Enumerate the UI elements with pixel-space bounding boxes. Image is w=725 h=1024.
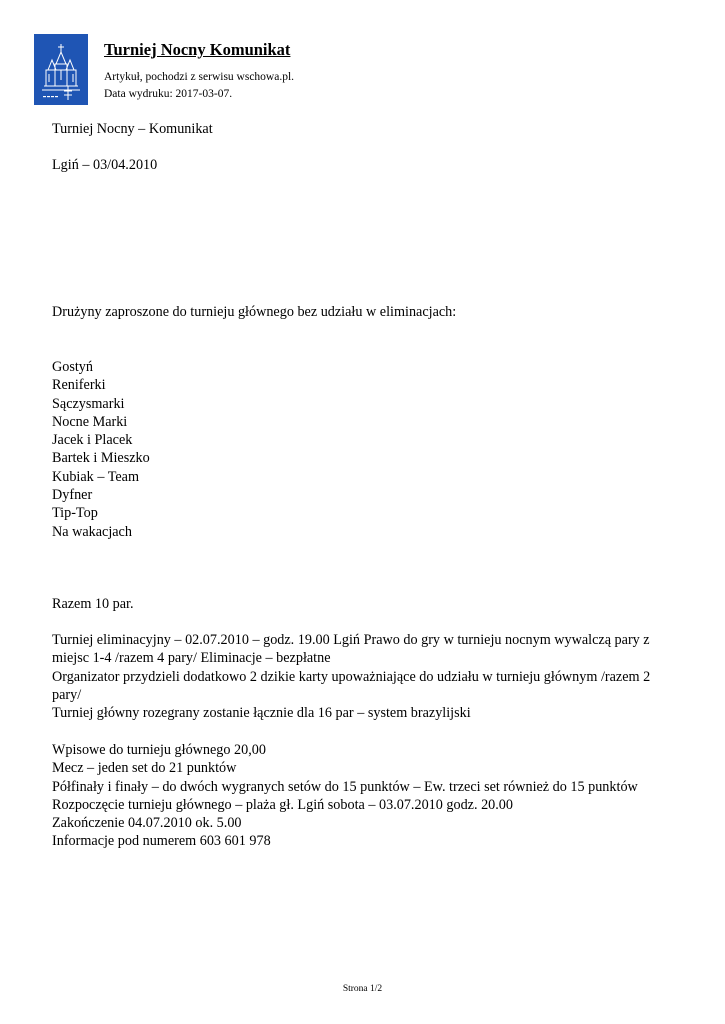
total-pairs: Razem 10 par. bbox=[52, 596, 134, 612]
list-item: Sączysmarki bbox=[52, 395, 125, 412]
list-item: Reniferki bbox=[52, 377, 106, 394]
list-item: Dyfner bbox=[52, 487, 93, 504]
detail-line: Półfinały i finały – do dwóch wygranych setów do 15 punktów – Ew. trzeci set również do 15 punktów bbox=[52, 778, 638, 795]
detail-line: Wpisowe do turnieju głównego 20,00 bbox=[52, 742, 266, 758]
print-date: Data wydruku: 2017-03-07. bbox=[104, 88, 233, 100]
rule-paragraph: Turniej główny rozegrany zostanie łącznie dla 16 par – system brazylijski bbox=[52, 705, 471, 722]
list-item: Tip-Top bbox=[52, 505, 98, 522]
rule-paragraph: Organizator przydzieli dodatkowo 2 dzikie karty upoważniające do udziału w turnieju głównym /razem 2 pary/ bbox=[52, 668, 651, 703]
detail-line: Zakończenie 04.07.2010 ok. 5.00 bbox=[52, 815, 242, 832]
article-title[interactable]: Turniej Nocny Komunikat bbox=[104, 40, 291, 59]
details-block bbox=[52, 741, 638, 851]
detail-line: Mecz – jeden set do 21 punktów bbox=[52, 760, 237, 777]
teams-heading: Drużyny zaproszone do turnieju głównego bez udziału w eliminacjach: bbox=[52, 304, 457, 320]
list-item: Jacek i Placek bbox=[52, 432, 133, 449]
list-item: Nocne Marki bbox=[52, 413, 128, 430]
rule-paragraph: Turniej eliminacyjny – 02.07.2010 – godz. 19.00 Lgiń Prawo do gry w turnieju nocnym wywalczą pary z miejsc 1-4 /razem 4 pary/ Eliminacje – bezpłatne bbox=[52, 632, 650, 667]
source-line: Artykuł, pochodzi z serwisu wschowa.pl. bbox=[104, 71, 295, 83]
castle-icon bbox=[34, 34, 88, 105]
teams-list bbox=[52, 358, 150, 541]
list-item: Gostyń bbox=[52, 359, 93, 375]
intro-title: Turniej Nocny – Komunikat bbox=[52, 121, 213, 137]
detail-line: Informacje pod numerem 603 601 978 bbox=[52, 833, 271, 850]
detail-line: Rozpoczęcie turnieju głównego – plaża gł. Lgiń sobota – 03.07.2010 godz. 20.00 bbox=[52, 796, 513, 813]
wschowa-logo-icon bbox=[34, 34, 88, 105]
place-date: Lgiń – 03/04.2010 bbox=[52, 157, 158, 173]
list-item: Bartek i Mieszko bbox=[52, 450, 150, 467]
page-number: Strona 1/2 bbox=[342, 984, 383, 994]
list-item: Kubiak – Team bbox=[52, 468, 140, 485]
list-item: Na wakacjach bbox=[52, 523, 132, 540]
rules-block bbox=[52, 631, 677, 722]
